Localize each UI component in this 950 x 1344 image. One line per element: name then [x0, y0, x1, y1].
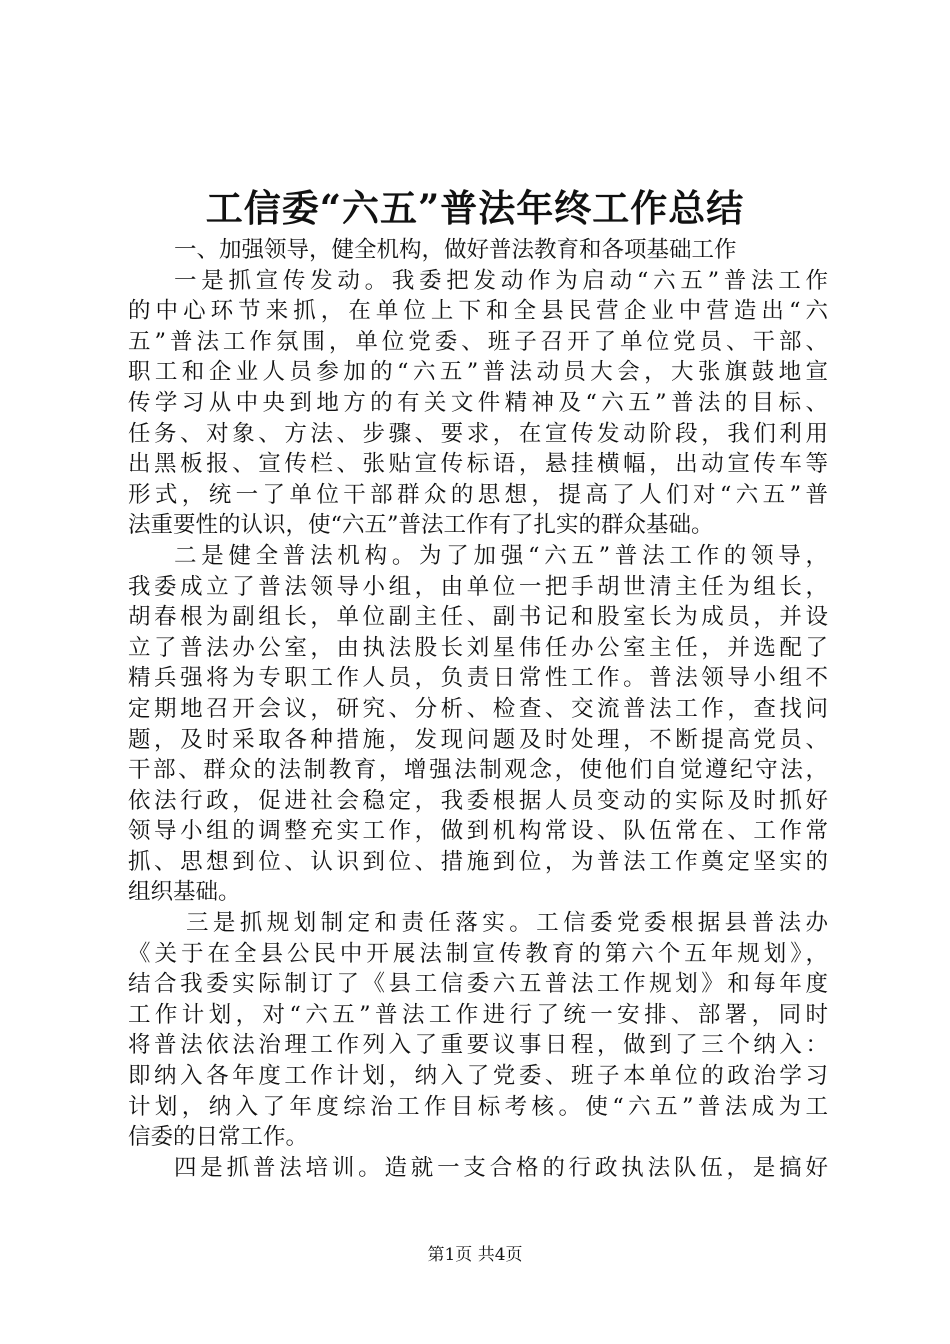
paragraph-line: 的中心环节来抓，在单位上下和全县民营企业中营造出“六 — [128, 298, 828, 325]
paragraph-line: 一是抓宣传发动。我委把发动作为启动“六五”普法工作 — [174, 267, 828, 294]
paragraph-line: 我委成立了普法领导小组，由单位一把手胡世清主任为组长， — [128, 573, 828, 600]
document-body — [128, 235, 828, 1183]
paragraph-line: 依法行政，促进社会稳定，我委根据人员变动的实际及时抓好 — [128, 787, 828, 814]
paragraph-line: 法重要性的认识，使“六五”普法工作有了扎实的群众基础。 — [128, 512, 714, 539]
paragraph-line: 《关于在全县公民中开展法制宣传教育的第六个五年规划》， — [128, 940, 828, 967]
paragraph-line: 领导小组的调整充实工作，做到机构常设、队伍常在、工作常 — [128, 818, 828, 845]
paragraph-line: 将普法依法治理工作列入了重要议事日程，做到了三个纳入： — [128, 1032, 828, 1059]
paragraph-line: 即纳入各年度工作计划，纳入了党委、班子本单位的政治学习 — [128, 1063, 828, 1090]
paragraph-line: 工作计划，对“六五”普法工作进行了统一安排、部署，同时 — [128, 1001, 828, 1028]
paragraph-line: 三是抓规划制定和责任落实。工信委党委根据县普法办 — [186, 910, 828, 937]
paragraph-line: 题，及时采取各种措施，发现问题及时处理，不断提高党员、 — [128, 726, 828, 753]
paragraph-line: 定期地召开会议，研究、分析、检查、交流普法工作，查找问 — [128, 695, 828, 722]
paragraph-line: 干部、群众的法制教育，增强法制观念，使他们自觉遵纪守法， — [128, 757, 828, 784]
page-footer: 第1页 共4页 — [427, 1245, 523, 1265]
paragraph-line: 五”普法工作氛围，单位党委、班子召开了单位党员、干部、 — [128, 328, 828, 355]
paragraph-line: 精兵强将为专职工作人员，负责日常性工作。普法领导小组不 — [128, 665, 828, 692]
paragraph-line: 任务、对象、方法、步骤、要求，在宣传发动阶段，我们利用 — [128, 420, 828, 447]
paragraph-line: 信委的日常工作。 — [128, 1124, 309, 1151]
paragraph-line: 四是抓普法培训。造就一支合格的行政执法队伍，是搞好 — [174, 1154, 828, 1181]
paragraph-line: 结合我委实际制订了《县工信委六五普法工作规划》和每年度 — [128, 971, 828, 998]
paragraph-line: 职工和企业人员参加的“六五”普法动员大会，大张旗鼓地宣 — [128, 359, 828, 386]
paragraph-line: 计划，纳入了年度综治工作目标考核。使“六五”普法成为工 — [128, 1093, 828, 1120]
paragraph-line: 形式，统一了单位干部群众的思想，提高了人们对“六五”普 — [128, 481, 828, 508]
paragraph-line: 组织基础。 — [128, 879, 241, 906]
paragraph-line: 胡春根为副组长，单位副主任、副书记和股室长为成员，并设 — [128, 604, 828, 631]
paragraph-line: 抓、思想到位、认识到位、措施到位，为普法工作奠定坚实的 — [128, 848, 828, 875]
document-title: 工信委“六五”普法年终工作总结 — [205, 186, 745, 230]
paragraph-line: 立了普法办公室，由执法股长刘星伟任办公室主任，并选配了 — [128, 634, 828, 661]
paragraph-line: 传学习从中央到地方的有关文件精神及“六五”普法的目标、 — [128, 389, 828, 416]
paragraph-line: 出黑板报、宣传栏、张贴宣传标语，悬挂横幅，出动宣传车等 — [128, 451, 828, 478]
paragraph-line: 二是健全普法机构。为了加强“六五”普法工作的领导， — [174, 542, 828, 569]
section-heading: 一、加强领导，健全机构，做好普法教育和各项基础工作 — [174, 237, 737, 263]
